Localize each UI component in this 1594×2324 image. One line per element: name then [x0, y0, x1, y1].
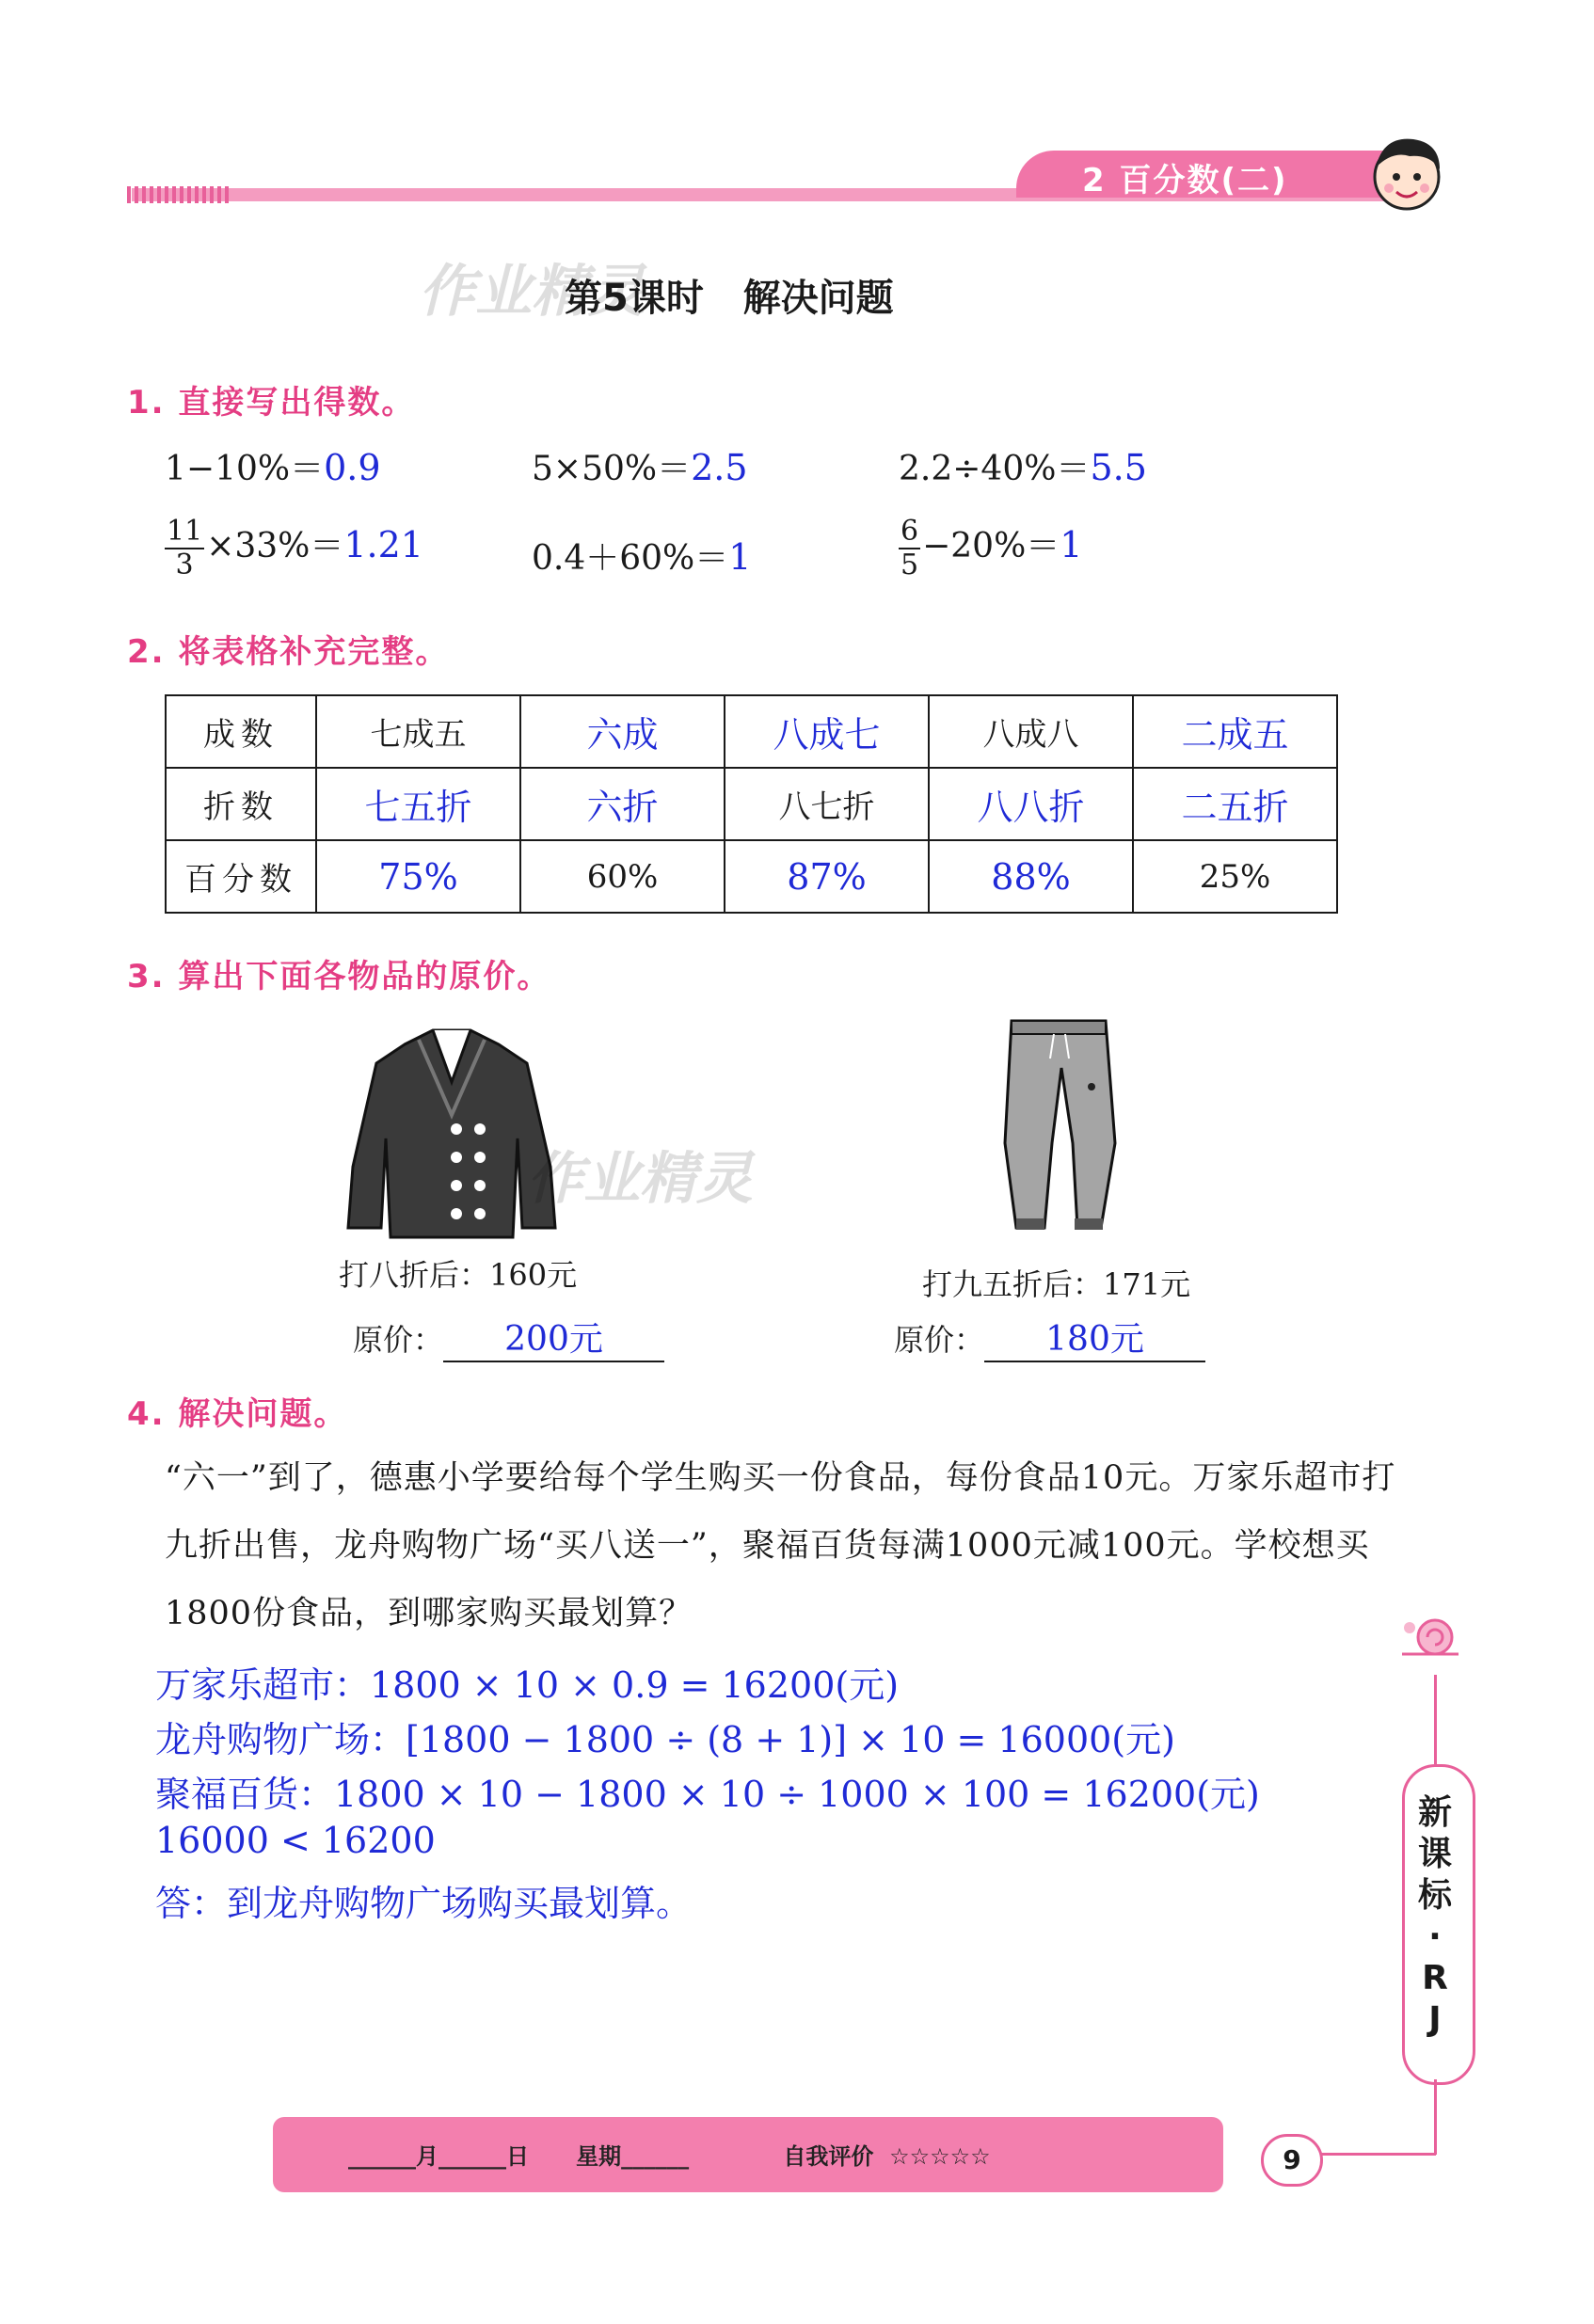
table-row	[166, 840, 1337, 913]
row-header: 成数	[166, 695, 316, 768]
coat-price-answer: 200元	[443, 1313, 664, 1362]
question-4-title: 4. 解决问题。	[127, 1395, 348, 1433]
coat-discount-label: 打八折后：160元	[339, 1257, 578, 1293]
lesson-title: 第5课时 解决问题	[565, 277, 894, 320]
table-cell: 八成八	[929, 695, 1133, 768]
conversion-table	[165, 694, 1338, 914]
solution-line-4: 16000 < 16200	[155, 1820, 436, 1861]
solution-line-2: 龙舟购物广场：[1800 − 1800 ÷ (8 + 1)] × 10 = 16000(元)	[155, 1719, 1175, 1760]
row-header: 百分数	[166, 840, 316, 913]
solution-line-3: 聚福百货：1800 × 10 − 1800 × 10 ÷ 1000 × 100 = 16200(元)	[155, 1774, 1260, 1815]
table-row	[166, 695, 1337, 768]
mascot-boy-icon	[1355, 122, 1459, 226]
solution-line-1: 万家乐超市：1800 × 10 × 0.9 = 16200(元)	[155, 1664, 900, 1706]
fraction-11-3: $\frac{11}{3}$	[167, 515, 203, 581]
footer-date-rating: ______月______日 星期______ 自我评价 ☆☆☆☆☆	[348, 2143, 991, 2170]
side-tab-label: 新课标·RJ	[1417, 1793, 1452, 2039]
q1-answer-6: 1	[1060, 524, 1083, 565]
coat-original-price: 原价： 200元	[353, 1313, 664, 1362]
watermark: 作业精灵	[419, 259, 645, 325]
table-cell-answer: 八八折	[929, 768, 1133, 840]
table-cell-answer: 75%	[316, 840, 520, 913]
chapter-title: 2 百分数(二)	[1082, 162, 1288, 199]
q1-item-5: 0.4＋60%＝1	[532, 536, 752, 578]
watermark-middle: 作业精灵	[527, 1146, 753, 1212]
pants-original-price: 原价： 180元	[894, 1313, 1205, 1362]
table-cell-answer: 二成五	[1133, 695, 1337, 768]
snail-icon	[1393, 1600, 1468, 1675]
q1-answer-5: 1	[728, 536, 752, 578]
pants-price-answer: 180元	[984, 1313, 1205, 1362]
q1-item-2: 5×50%＝2.5	[532, 447, 748, 488]
q1-item-1: 1−10%＝0.9	[165, 447, 381, 488]
question-3-title: 3. 算出下面各物品的原价。	[127, 958, 551, 995]
table-cell: 七成五	[316, 695, 520, 768]
table-cell-answer: 七五折	[316, 768, 520, 840]
page-connector	[1317, 2153, 1436, 2156]
problem-text: “六一”到了，德惠小学要给每个学生购买一份食品，每份食品10元。万家乐超市打九折出售，龙舟购物广场“买八送一”，聚福百货每满1000元减100元。学校想买1800份食品，到哪家购买最划算？	[165, 1459, 1396, 1632]
q1-answer-2: 2.5	[691, 447, 748, 488]
q1-item-4: $\frac{11}{3}$ ×33%＝1.21	[167, 515, 423, 581]
table-cell-answer: 二五折	[1133, 768, 1337, 840]
q1-answer-4: 1.21	[343, 524, 423, 565]
table-cell-answer: 八成七	[725, 695, 929, 768]
table-cell: 八七折	[725, 768, 929, 840]
pants-discount-label: 打九五折后：171元	[922, 1266, 1191, 1302]
header-dash-decoration	[127, 186, 231, 203]
solution-answer: 答：到龙舟购物广场购买最划算。	[155, 1883, 693, 1924]
table-cell: 25%	[1133, 840, 1337, 913]
table-cell: 60%	[520, 840, 725, 913]
fraction-6-5: $\frac{6}{5}$	[901, 515, 919, 581]
row-header: 折数	[166, 768, 316, 840]
pants-icon	[988, 1011, 1129, 1247]
question-2-title: 2. 将表格补充完整。	[127, 633, 450, 671]
table-cell-answer: 六折	[520, 768, 725, 840]
page-number: 9	[1261, 2134, 1323, 2187]
question-1-title: 1. 直接写出得数。	[127, 384, 416, 422]
side-connector-bottom	[1434, 2079, 1437, 2155]
q1-item-3: 2.2÷40%＝5.5	[899, 447, 1147, 488]
table-row	[166, 768, 1337, 840]
q1-answer-3: 5.5	[1090, 447, 1147, 488]
q1-answer-1: 0.9	[324, 447, 381, 488]
table-cell-answer: 六成	[520, 695, 725, 768]
table-cell-answer: 87%	[725, 840, 929, 913]
q1-item-6: $\frac{6}{5}$ −20%＝1	[901, 515, 1083, 581]
side-connector	[1434, 1675, 1437, 1764]
table-cell-answer: 88%	[929, 840, 1133, 913]
